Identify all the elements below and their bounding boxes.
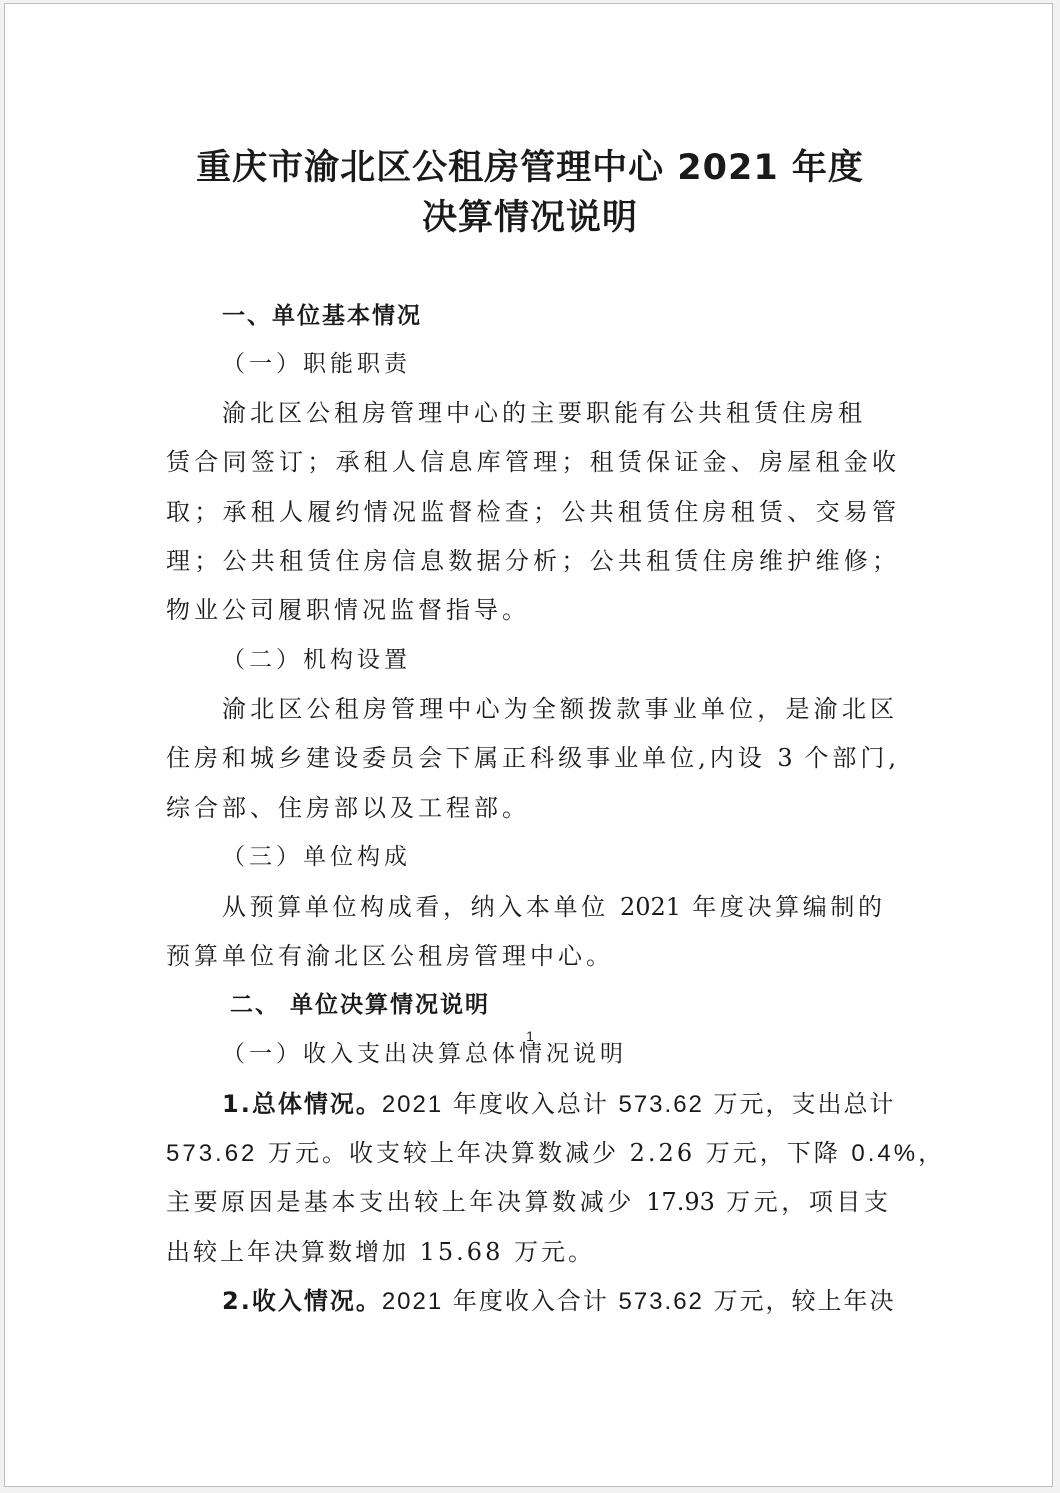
paragraph-line: 住房和城乡建设委员会下属正科级事业单位,内设 3 个部门, bbox=[166, 744, 896, 772]
amount-value: 573.62 bbox=[618, 1091, 704, 1118]
text-segment: 万元。收支较上年决算数减少 2.26 万元，下降 bbox=[257, 1139, 852, 1167]
paragraph-line: 出较上年决算数增加 15.68 万元。 bbox=[166, 1238, 595, 1266]
paragraph-line bbox=[222, 1285, 896, 1318]
text-segment: 万元，较上年决 bbox=[703, 1287, 896, 1315]
paragraph-line: 赁合同签订；承租人信息库管理；租赁保证金、房屋租金收 bbox=[166, 448, 896, 476]
section-1-heading: 一、单位基本情况 bbox=[222, 303, 422, 329]
amount-value: 573.62 bbox=[166, 1140, 258, 1167]
year-value: 2021 bbox=[381, 1288, 444, 1315]
paragraph-line bbox=[166, 1137, 945, 1170]
paragraph-line: 渝北区公租房管理中心的主要职能有公共租赁住房租 bbox=[222, 399, 866, 427]
text-segment: 万元，支出总计 bbox=[703, 1090, 896, 1118]
paragraph-line bbox=[222, 1088, 896, 1121]
paragraph-line: 主要原因是基本支出较上年决算数减少 17.93 万元，项目支 bbox=[166, 1188, 888, 1216]
year-value: 2021 bbox=[381, 1091, 444, 1118]
percent-value: 0.4% bbox=[851, 1140, 919, 1167]
text-segment: 年度收入合计 bbox=[443, 1287, 619, 1315]
document-title-line2: 决算情况说明 bbox=[421, 198, 638, 238]
text-segment: ， bbox=[918, 1139, 946, 1167]
document-title-line1: 重庆市渝北区公租房管理中心 2021 年度 bbox=[196, 148, 864, 188]
section-2-heading: 二、 单位决算情况说明 bbox=[230, 992, 491, 1018]
subsection-1-3-heading: （三）单位构成 bbox=[222, 844, 411, 870]
paragraph-line: 渝北区公租房管理中心为全额拨款事业单位，是渝北区 bbox=[222, 695, 894, 723]
paragraph-line: 理；公共租赁住房信息数据分析；公共租赁住房维护维修； bbox=[166, 547, 896, 575]
paragraph-line: 从预算单位构成看，纳入本单位 2021 年度决算编制的 bbox=[222, 893, 882, 921]
paragraph-label: 2.收入情况。 bbox=[222, 1287, 382, 1315]
paragraph-line: 取；承租人履约情况监督检查；公共租赁住房租赁、交易管 bbox=[166, 498, 896, 526]
page-number: 1 bbox=[526, 1028, 534, 1044]
paragraph-line: 综合部、住房部以及工程部。 bbox=[166, 794, 530, 822]
text-segment: 年度收入总计 bbox=[443, 1090, 619, 1118]
subsection-1-1-heading: （一）职能职责 bbox=[222, 351, 411, 377]
paragraph-line: 预算单位有渝北区公租房管理中心。 bbox=[166, 942, 614, 970]
paragraph-label: 1.总体情况。 bbox=[222, 1090, 382, 1118]
paragraph-line: 物业公司履职情况监督指导。 bbox=[166, 596, 530, 624]
amount-value: 573.62 bbox=[618, 1288, 704, 1315]
subsection-2-1-heading: （一）收入支出决算总体情况说明 bbox=[222, 1041, 627, 1067]
subsection-1-2-heading: （二）机构设置 bbox=[222, 647, 411, 673]
